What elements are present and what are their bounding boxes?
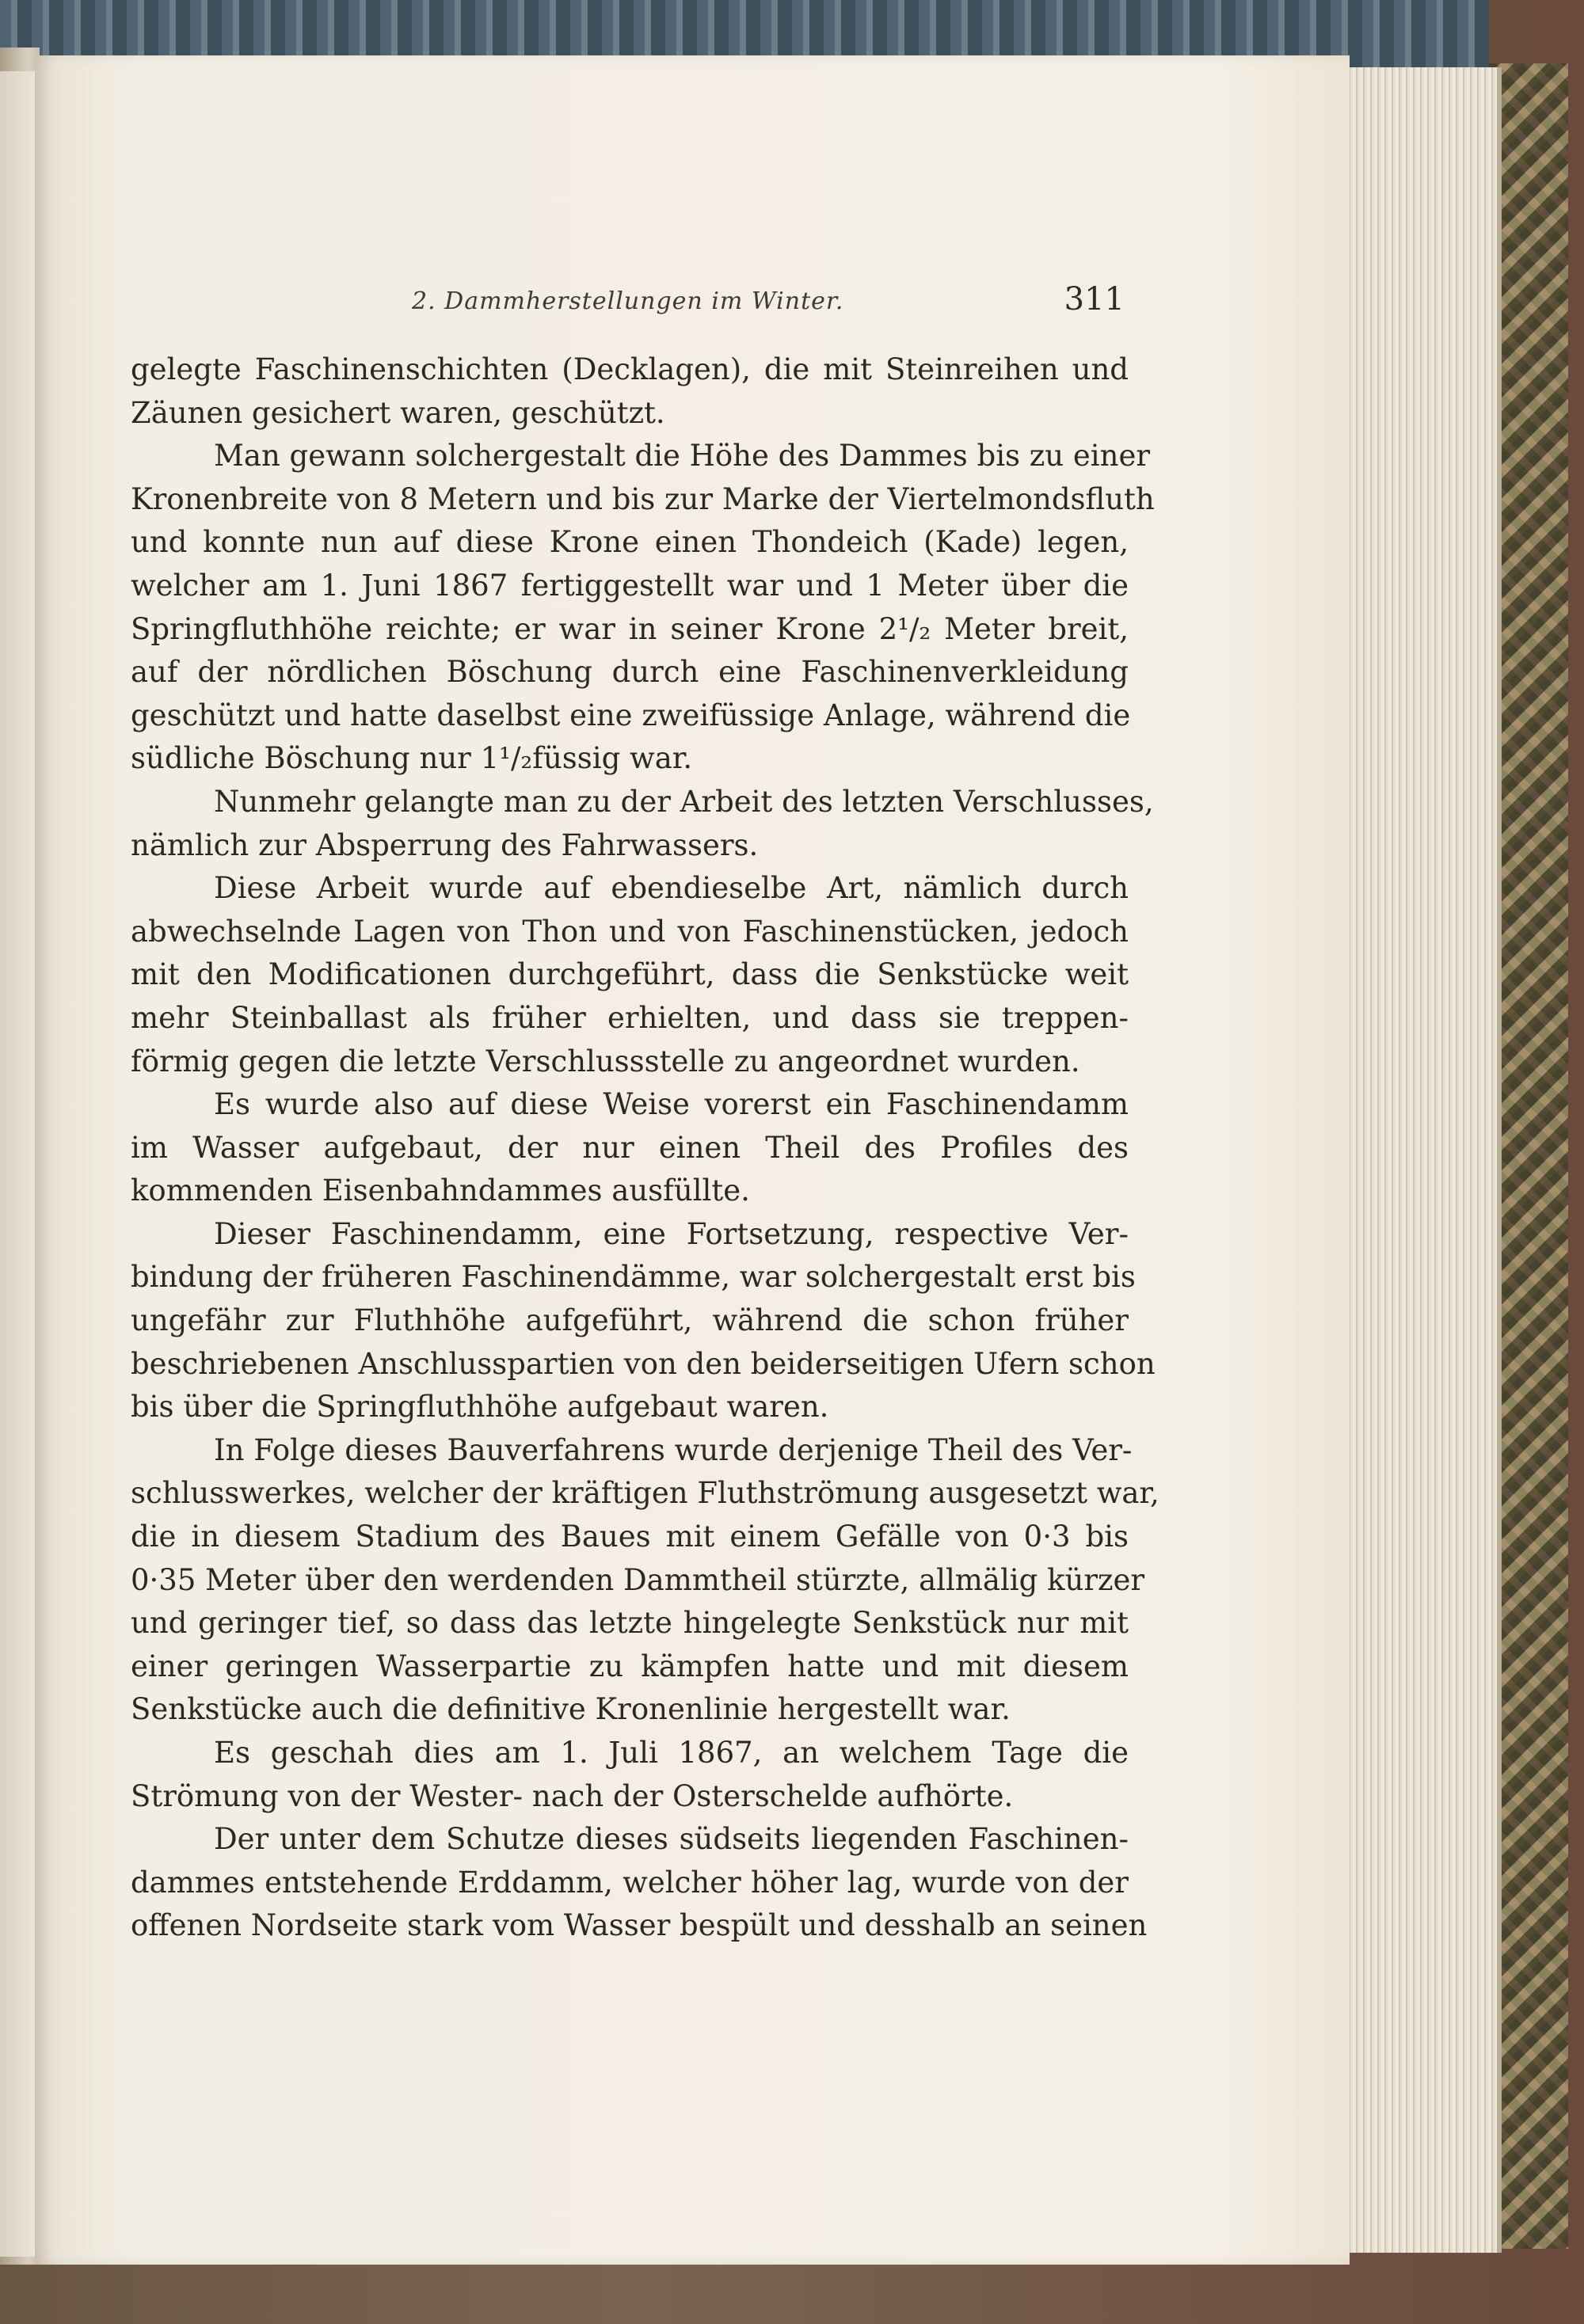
text-line: und geringer tief, so dass das letzte hingelegte Senkstück nur mit — [131, 1606, 1129, 1641]
text-line: offenen Nordseite stark vom Wasser bespült und desshalb an seinen — [131, 1908, 1148, 1943]
body-text — [131, 348, 1159, 1948]
text-line: 0·35 Meter über den werdenden Dammtheil stürzte, allmälig kürzer — [131, 1562, 1145, 1597]
page-header — [119, 281, 1125, 329]
page-block-edges — [1338, 67, 1502, 2253]
text-line: Diese Arbeit wurde auf ebendieselbe Art, nämlich durch — [214, 871, 1129, 906]
text-line: abwechselnde Lagen von Thon und von Faschinenstücken, jedoch — [131, 914, 1129, 949]
text-line: die in diesem Stadium des Baues mit einem Gefälle von 0·3 bis — [131, 1520, 1129, 1554]
text-line: bindung der früheren Faschinendämme, war solchergestalt erst bis — [131, 1260, 1136, 1295]
text-line: gelegte Faschinenschichten (Decklagen), die mit Steinreihen und — [131, 352, 1129, 386]
text-line: Kronenbreite von 8 Metern und bis zur Marke der Viertelmondsfluth — [131, 481, 1155, 516]
text-line: und konnte nun auf diese Krone einen Thondeich (Kade) legen, — [131, 525, 1129, 560]
text-line: Man gewann solchergestalt die Höhe des Dammes bis zu einer — [214, 439, 1151, 474]
text-line: auf der nördlichen Böschung durch eine Faschinenverkleidung — [131, 655, 1129, 690]
page-number: 311 — [1064, 281, 1125, 318]
text-line: Nunmehr gelangte man zu der Arbeit des letzten Verschlusses, — [214, 784, 1154, 819]
text-line: Es wurde also auf diese Weise vorerst ein Faschinendamm — [214, 1087, 1129, 1122]
text-line: mit den Modificationen durchgeführt, dass die Senkstücke weit — [131, 957, 1129, 992]
text-line: schlusswerkes, welcher der kräftigen Fluthströmung ausgesetzt war, — [131, 1476, 1159, 1511]
running-head: 2. Dammherstellungen im Winter. — [412, 287, 844, 315]
text-line: Strömung von der Wester- nach der Osterschelde aufhörte. — [131, 1778, 1014, 1813]
text-line: mehr Steinballast als früher erhielten, und dass sie treppen- — [131, 1000, 1129, 1035]
text-line: In Folge dieses Bauverfahrens wurde derjenige Theil des Ver- — [214, 1432, 1133, 1467]
text-line: nämlich zur Absperrung des Fahrwassers. — [131, 827, 759, 862]
text-line: dammes entstehende Erddamm, welcher höher lag, wurde von der — [131, 1865, 1129, 1900]
text-line: Dieser Faschinendamm, eine Fortsetzung, respective Ver- — [214, 1216, 1129, 1251]
text-line: welcher am 1. Juni 1867 fertiggestellt war und 1 Meter über die — [131, 568, 1129, 603]
text-line: im Wasser aufgebaut, der nur einen Theil des Profiles des — [131, 1130, 1129, 1165]
text-line: einer geringen Wasserpartie zu kämpfen hatte und mit diesem — [131, 1649, 1129, 1683]
text-line: Zäunen gesichert waren, geschützt. — [131, 395, 665, 430]
text-line: bis über die Springfluthhöhe aufgebaut waren. — [131, 1390, 829, 1424]
text-line: Senkstücke auch die definitive Kronenlinie hergestellt war. — [131, 1692, 1011, 1727]
text-line: geschützt und hatte daselbst eine zweifüssige Anlage, während die — [131, 698, 1131, 732]
text-line: förmig gegen die letzte Verschlussstelle zu angeordnet wurden. — [131, 1044, 1080, 1078]
text-line: ungefähr zur Fluthhöhe aufgeführt, während die schon früher — [131, 1303, 1129, 1338]
text-line: Es geschah dies am 1. Juli 1867, an welchem Tage die — [214, 1736, 1129, 1770]
facing-page-edge — [0, 71, 39, 2257]
text-line: kommenden Eisenbahndammes ausfüllte. — [131, 1173, 750, 1208]
text-line: Der unter dem Schutze dieses südseits liegenden Faschinen- — [214, 1822, 1129, 1857]
text-line: beschriebenen Anschlusspartien von den beiderseitigen Ufern schon — [131, 1346, 1156, 1381]
text-line: südliche Böschung nur 1¹/₂füssig war. — [131, 741, 693, 776]
text-line: Springfluthhöhe reichte; er war in seiner Krone 2¹/₂ Meter breit, — [131, 611, 1129, 646]
